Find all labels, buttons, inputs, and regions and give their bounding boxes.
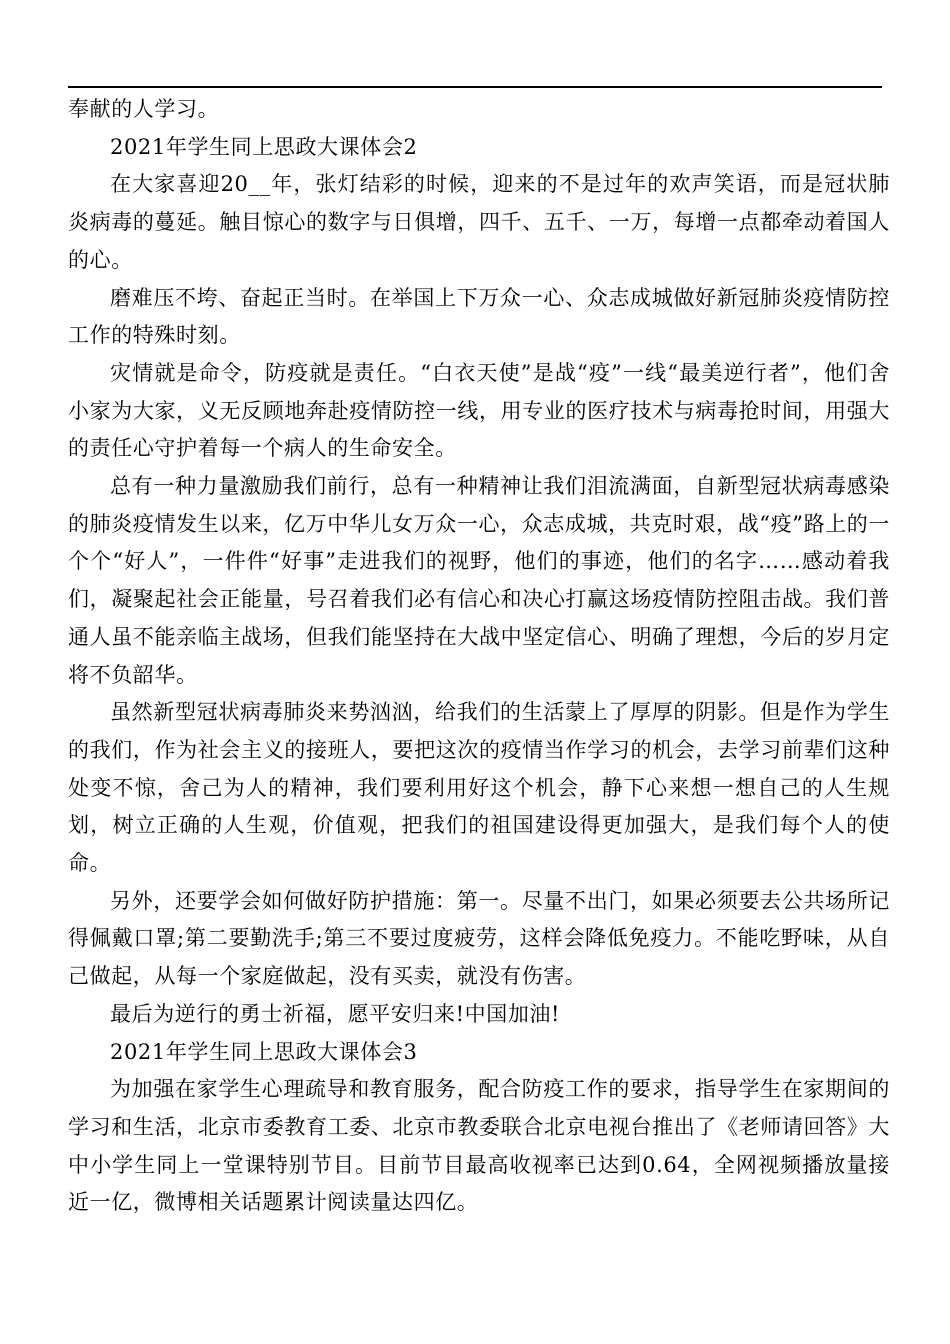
paragraph-continuation: 奉献的人学习。 — [68, 97, 220, 121]
paragraph: 总有一种力量激励我们前行，总有一种精神让我们泪流满面，自新型冠状病毒感染的肺炎疫情发生以来，亿万中华儿女万众一心，众志成城，共克时艰，战“疫”路上的一个个“好人”，一件件“好事”走进我们的视野，他们的事迹，他们的名字……感动着我们，凝聚起社会正能量，号召着我们必有信心和决心打赢这场疫情防控阻击战。我们普通人虽不能亲临主战场，但我们能坚持在大战中坚定信心、明确了理想，今后的岁月定将不负韶华。 — [68, 474, 890, 687]
paragraph: 虽然新型冠状病毒肺炎来势汹汹，给我们的生活蒙上了厚厚的阴影。但是作为学生的我们，作为社会主义的接班人，要把这次的疫情当作学习的机会，去学习前辈们这种处变不惊，舍己为人的精神，我们要利用好这个机会，静下心来想一想自己的人生规划，树立正确的人生观，价值观，把我们的祖国建设得更加强大，是我们每个人的使命。 — [68, 700, 890, 876]
section-heading-2: 2021年学生同上思政大课体会2 — [110, 134, 418, 159]
paragraph: 最后为逆行的勇士祈福，愿平安归来!中国加油! — [110, 1001, 561, 1026]
paragraph: 另外，还要学会如何做好防护措施：第一。尽量不出门，如果必须要去公共场所记得佩戴口罩;第二要勤洗手;第三不要过度疲劳，这样会降低免疫力。不能吃野味，从自己做起，从每一个家庭做起，没有买卖，就没有伤害。 — [68, 888, 890, 989]
paragraph: 在大家喜迎20__年，张灯结彩的时候，迎来的不是过年的欢声笑语，而是冠状肺炎病毒的蔓延。触目惊心的数字与日俱增，四千、五千、一万，每增一点都牵动着国人的心。 — [68, 172, 890, 272]
document-body — [68, 91, 890, 1222]
section-heading-3: 2021年学生同上思政大课体会3 — [110, 1039, 418, 1064]
paragraph: 为加强在家学生心理疏导和教育服务，配合防疫工作的要求，指导学生在家期间的学习和生活，北京市委教育工委、北京市教委联合北京电视台推出了《老师请回答》大中小学生同上一堂课特别节目。目前节目最高收视率已达到0.64，全网视频播放量接近一亿，微博相关话题累计阅读量达四亿。 — [68, 1077, 890, 1215]
header-rule — [68, 86, 882, 88]
paragraph: 磨难压不垮、奋起正当时。在举国上下万众一心、众志成城做好新冠肺炎疫情防控工作的特殊时刻。 — [68, 285, 890, 348]
paragraph: 灾情就是命令，防疫就是责任。“白衣天使”是战“疫”一线“最美逆行者”，他们舍小家为大家，义无反顾地奔赴疫情防控一线，用专业的医疗技术与病毒抢时间，用强大的责任心守护着每一个病人的生命安全。 — [68, 360, 890, 461]
